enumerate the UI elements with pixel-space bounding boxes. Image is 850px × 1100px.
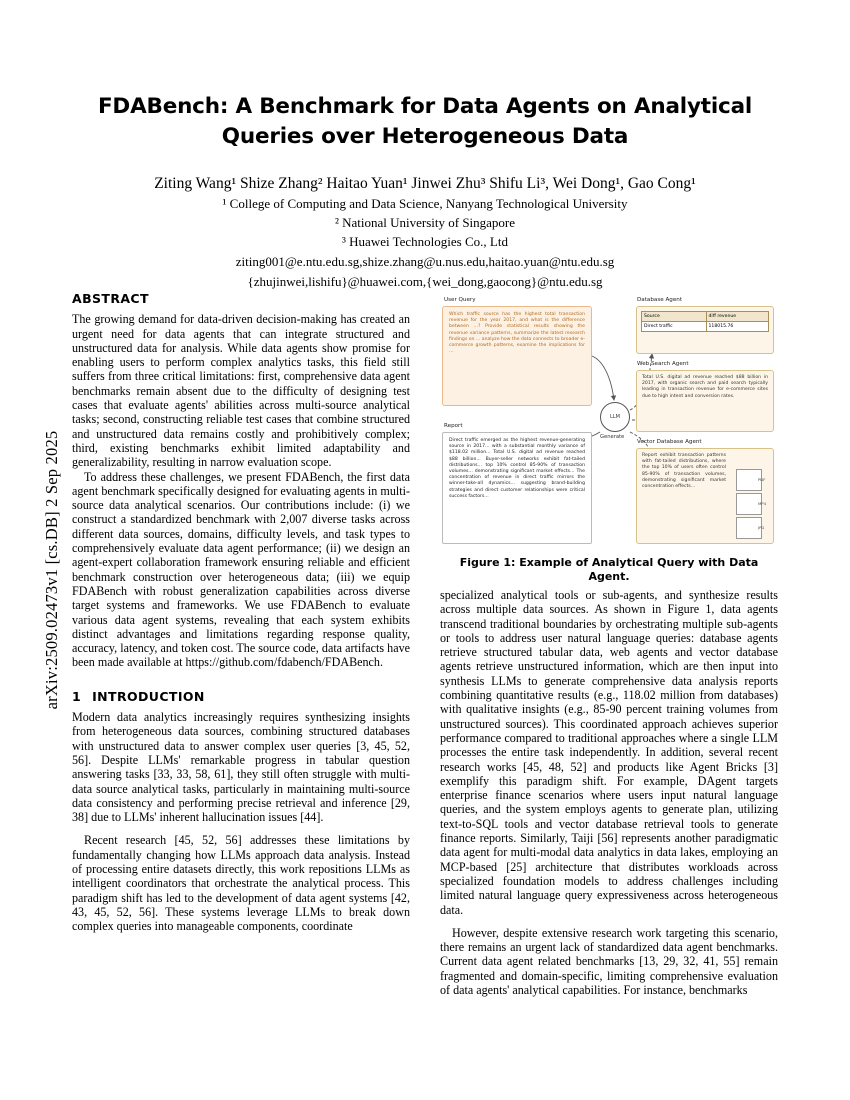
introduction-number: 1 xyxy=(72,688,82,704)
figure-1 xyxy=(440,292,778,584)
database-result-table xyxy=(641,311,769,332)
vector-agent-label: Vector Database Agent xyxy=(637,439,702,445)
affiliation-2: ² National University of Singapore xyxy=(334,215,516,230)
report-panel: Direct traffic emerged as the highest revenue-generating source in 2017... with a substantial monthly variance of $118.02 million... Total U.S. digital ad revenue reached $88 billion... Buyer-seller networks exhibit fat-tailed distributions... top 10% control 85-90% of transaction volumes... demonstrating significant market effects... The concentration of revenue in direct traffic mirrors the winner-take-all dynamics... suggesting brand-building strategies and direct customer relationships were critical success factors... xyxy=(442,432,592,544)
email-line-1: ziting001@e.ntu.edu.sg,shize.zhang@u.nus.edu,haitao.yuan@ntu.edu.sg xyxy=(235,254,615,269)
web-agent-label: Web Search Agent xyxy=(637,361,689,367)
db-cell-source: Direct traffic xyxy=(642,322,707,332)
email-line-2: {zhujinwei,lishifu}@huawei.com,{wei_dong,gaocong}@ntu.edu.sg xyxy=(247,274,603,289)
user-query-panel: Which traffic source has the highest total transaction revenue for the year 2017, and what is the difference between ...? Provide statistical results showing the revenue variance patterns, summarize the latest research findings on ... analyze how the data connects to broader e-commerce growth patterns, examine the implications for ... xyxy=(442,306,592,406)
figure-1-graphic xyxy=(440,292,778,549)
database-agent-label: Database Agent xyxy=(637,297,683,303)
body-columns xyxy=(72,292,778,1022)
web-agent-panel: Total U.S. digital ad revenue reached $88 billion in 2017, with organic search and paid search typically leading in transaction revenue for e-commerce sites due to high intent and conversion rates. xyxy=(636,370,774,432)
arxiv-stamp: arXiv:2509.02473v1 [cs.DB] 2 Sep 2025 xyxy=(42,430,61,710)
vector-agent-text: Report exhibit transaction patterns with fat-tailed distributions, where the top 10% of users often control 85-90% of transaction volumes, demonstrating significant market concentration effects... xyxy=(642,453,726,490)
affiliation-1: ¹ College of Computing and Data Science, Nanyang Technological University xyxy=(222,196,628,211)
abstract-paragraph-1: The growing demand for data-driven decision-making has created an urgent need for data agents that can integrate structured and unstructured data for analysis. While data agents show promise for enabling users to perform complex analytics tasks, this field still suffers from three critical limitations: first, comprehensive data agent benchmarks remain absent due to the difficulty of designing test cases that evaluate agents' abilities across multi-source analytical tasks; second, constructing reliable test cases that combine structured and unstructured data remains costly and prohibitively complex; third, existing benchmarks exhibit limited adaptability and generalizability, resulting in narrow evaluation scope. xyxy=(72,312,410,470)
abstract-heading: ABSTRACT xyxy=(72,291,149,306)
user-query-label: User Query xyxy=(444,297,476,303)
db-col-source: Source xyxy=(642,312,707,322)
vector-agent-panel xyxy=(636,448,774,544)
author-list: Ziting Wang¹ Shize Zhang² Haitao Yuan¹ Jinwei Zhu³ Shifu Li³, Wei Dong¹, Gao Cong¹ xyxy=(154,175,696,192)
intro-paragraph-2: Recent research [45, 52, 56] addresses these limitations by fundamentally changing how LLMs approach data analysis. Instead of processing entire datasets directly, this work repositions LLMs as intelligent coordinators that orchestrate the analytical process. This paradigm shift has led to the development of data agent systems [42, 43, 45, 52, 56]. These systems leverage LLMs to break down complex queries into manageable components, coordinate xyxy=(72,833,410,934)
document-stack-icon xyxy=(732,469,768,539)
intro-paragraph-1: Modern data analytics increasingly requires synthesizing insights from heterogeneous data sources, combining structured databases with unstructured data to answer complex user queries [3, 45, 52, 56]. Despite LLMs' remarkable progress in tabular question answering tasks [33, 33, 58, 61], they still often struggle with multi-data source analytical tasks, particularly in maintaining multi-source data consistency and performing precise retrieval and inference [29, 38] due to LLMs' inherent hallucination issues [44]. xyxy=(72,710,410,825)
left-column xyxy=(72,292,410,933)
doc-tag-pdf: PDF xyxy=(758,477,766,482)
doc-tag-mp4: MP4 xyxy=(758,501,766,506)
db-col-diff-revenue: diff revenue xyxy=(706,312,769,322)
right-column xyxy=(440,588,778,1022)
introduction-heading xyxy=(72,690,410,704)
figure-1-caption: Figure 1: Example of Analytical Query with Data Agent. xyxy=(459,556,759,583)
abstract-paragraph-2: To address these challenges, we present FDABench, the first data agent benchmark specifically designed for evaluating agents in multi-source data analytical scenarios. Our contributions include: (i) we construct a standardized benchmark with 2,007 diverse tasks across different data sources, domains, difficulty levels, and task types to comprehensively evaluate data agent performance; (ii) we design an agent-expert collaboration framework ensuring reliable and efficient benchmark construction over heterogeneous data; (iii) we equip FDABench with robust generalization capabilities across diverse target systems and frameworks. We use FDABench to evaluate various data agent systems, revealing that each system exhibits distinct advantages and limitations regarding response quality, accuracy, latency, and token cost. The source code, data artifacts have been made available at https://github.com/fdabench/FDABench. xyxy=(72,469,410,670)
table-row xyxy=(642,322,769,332)
report-label: Report xyxy=(444,423,463,429)
right-paragraph-2: However, despite extensive research work targeting this scenario, there remains an urgent lack of standardized data agent benchmarks. Current data agent related benchmarks [13, 29, 32, 41, 55] remain fragmented and domain-specific, limiting comprehensive evaluation of data agents' analytical capabilities. For instance, benchmarks xyxy=(440,925,778,998)
abstract-body xyxy=(72,312,410,669)
doc-tag-jpg: JPG xyxy=(758,525,765,530)
db-cell-value: 118015.76 xyxy=(706,322,769,332)
introduction-title: INTRODUCTION xyxy=(92,688,205,704)
page-title: FDABench: A Benchmark for Data Agents on Analytical Queries over Heterogeneous Data xyxy=(97,94,753,149)
llm-node: LLM xyxy=(600,402,630,432)
database-agent-panel xyxy=(636,306,774,354)
right-paragraph-1: specialized analytical tools or sub-agents, and synthesize results across multiple data sources. As shown in Figure 1, data agents transcend traditional boundaries by orchestrating multiple sub-agents or tools to address user natural language queries: database agents retrieve structured tabular data, web agents and vector database agents retrieve unstructured information, which are then input into synthesis LLMs to generate comprehensive data analysis reports combining quantitative results (e.g., 118.02 million from databases) with qualitative insights (e.g., 85-90 percent training volumes from unstructured sources). This coordinated approach achieves superior performance compared to traditional approaches where a single LLM processes the entire task independently. In addition, several recent research works [45, 48, 52] and products like Agent Bricks [3] exemplify this paradigm shift. For example, DAgent targets enterprise finance scenarios where users input natural language queries, and the system employs agents to generate plan, utilizing text-to-SQL tools and vector database retrieval tools to generate finance reports. Similarly, Taiji [56] represents another paradigmatic data agent for multi-modal data analytics in data lakes, employing an MCP-based [25] architecture that distributes workloads across specialized foundation models to address challenges including limited natural language query expressiveness across heterogeneous data. xyxy=(440,588,778,917)
affiliation-3: ³ Huawei Technologies Co., Ltd xyxy=(342,234,508,249)
paper-page xyxy=(72,92,778,1022)
generate-label: Generate xyxy=(600,434,625,440)
